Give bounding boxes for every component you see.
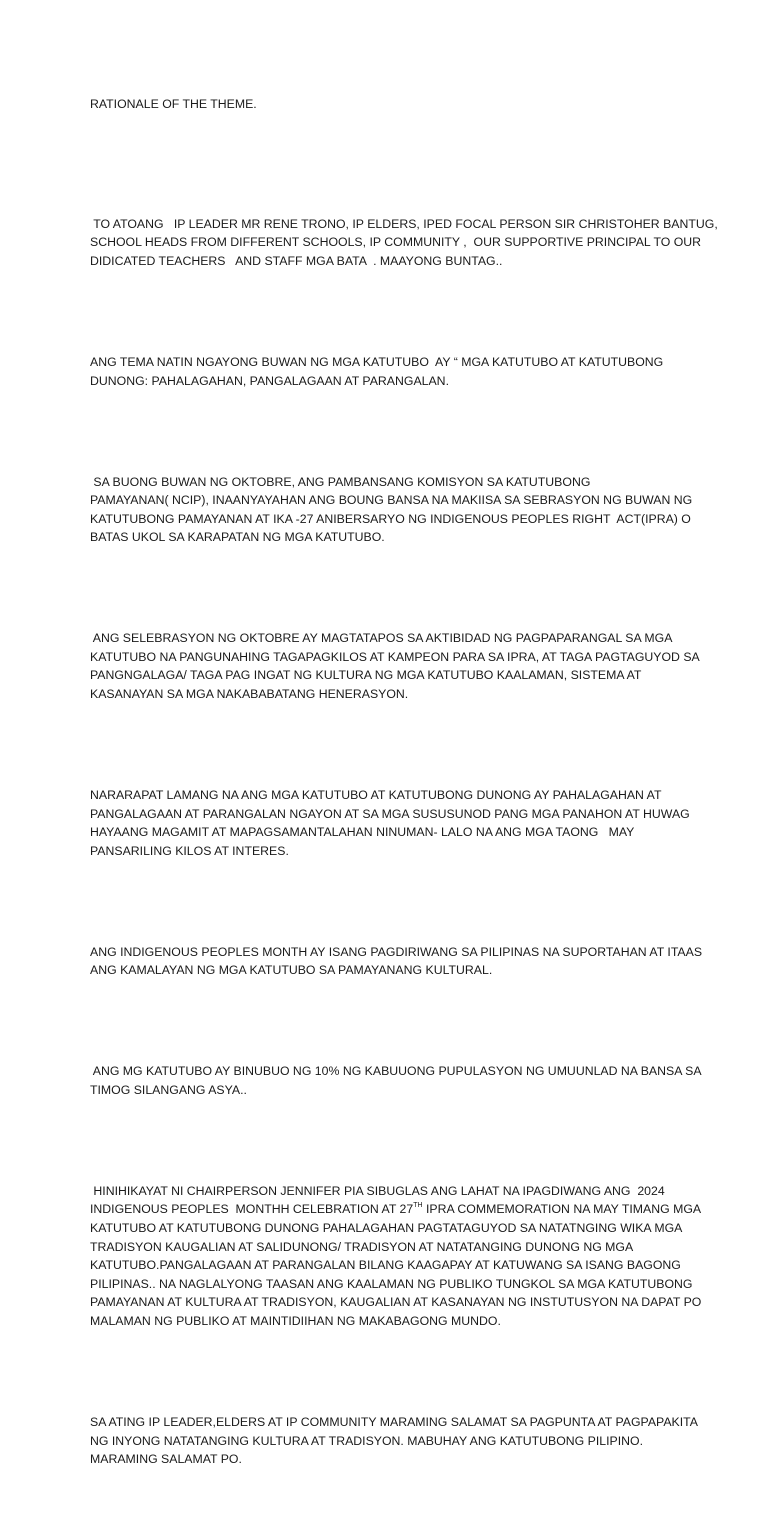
text-line: TRADISYON KAUGALIAN AT SALIDUNONG/ TRADISYON AT NATATANGING DUNONG NG MGA (90, 1239, 634, 1254)
text-line: KATUTUBO AT KATUTUBONG DUNONG PAHALAGAHAN PAGTATAGUYOD SA NATATNGING WIKA MGA (90, 1221, 683, 1236)
text-line: ANG KAMALAYAN NG MGA KATUTUBO SA PAMAYANANG KULTURAL. (90, 963, 493, 978)
text-line: PILIPINAS.. NA NAGLALYONG TAASAN ANG KAALAMAN NG PUBLIKO TUNGKOL SA MGA KATUTUBONG (90, 1276, 693, 1291)
text-line: TO ATOANG IP LEADER MR RENE TRONO, IP ELDERS, IPED FOCAL PERSON SIR CHRISTOHER BANTUG, (90, 216, 718, 231)
text-line: NARARAPAT LAMANG NA ANG MGA KATUTUBO AT KATUTUBONG DUNONG AY PAHALAGAHAN AT (90, 788, 662, 802)
text-line-with-superscript (90, 1200, 702, 1219)
document-title: RATIONALE OF THE THEME. (90, 97, 257, 111)
text-line: KATUTUBONG PAMAYANAN AT IKA -27 ANIBERSARYO NG INDIGENOUS PEOPLES RIGHT ACT(IPRA) O (90, 511, 691, 526)
text-line: PAMAYANAN AT KULTURA AT TRADISYON, KAUGALIAN AT KASANAYAN NG INSTUTUSYON NA DAPAT PO (90, 1295, 702, 1310)
closing-paragraph (90, 1376, 698, 1506)
text-segment: INDIGENOUS PEOPLES MONTHH CELEBRATION AT 27 (90, 1202, 414, 1217)
population-paragraph (90, 1025, 702, 1137)
text-line: KATUTUBO NA PANGUNAHING TAGAPAGKILOS AT KAMPEON PARA SA IPRA, AT TAGA PAGTAGUYOD SA (90, 649, 700, 664)
text-line: NG INYONG NATATANGING KULTURA AT TRADISYON. MABUHAY ANG KATUTUBONG PILIPINO. (90, 1433, 643, 1448)
text-line: ANG MG KATUTUBO AY BINUBUO NG 10% NG KABUUONG PUPULASYON NG UMUUNLAD NA BANSA SA (90, 1064, 702, 1079)
text-line: DIDICATED TEACHERS AND STAFF MGA BATA . MAAYONG BUNTAG.. (90, 253, 503, 268)
text-segment: IPRA COMMEMORATION NA MAY TIMANG MGA (422, 1202, 702, 1217)
text-line: ANG SELEBRASYON NG OKTOBRE AY MAGTATAPOS SA AKTIBIDAD NG PAGPAPARANGAL SA MGA (90, 631, 673, 646)
text-line: SA ATING IP LEADER,ELDERS AT IP COMMUNITY MARAMING SALAMAT SA PAGPUNTA AT PAGPAPAKITA (90, 1415, 698, 1429)
text-line: DUNONG: PAHALAGAHAN, PANGALAGAAN AT PARANGALAN. (90, 373, 449, 388)
text-line: MALAMAN NG PUBLIKO AT MAINTIDIIHAN NG MAKABAGONG MUNDO. (90, 1314, 501, 1329)
text-line: ANG INDIGENOUS PEOPLES MONTH AY ISANG PAGDIRIWANG SA PILIPINAS NA SUPORTAHAN AT ITAAS (90, 944, 703, 959)
text-line: KASANAYAN SA MGA NAKABABATANG HENERASYON. (90, 687, 409, 702)
preservation-paragraph (90, 749, 690, 898)
ordinal-superscript: TH (413, 1202, 423, 1210)
text-line: MARAMING SALAMAT PO. (90, 1452, 242, 1467)
celebration-paragraph (90, 592, 700, 741)
text-line: ANG TEMA NATIN NGAYONG BUWAN NG MGA KATUTUBO AY “ MGA KATUTUBO AT KATUTUBONG (90, 354, 664, 369)
text-line: PAMAYANAN( NCIP), INAANYAYAHAN ANG BOUNG BANSA NA MAKIISA SA SEBRASYON NG BUWAN NG (90, 493, 693, 508)
text-line: HAYAANG MAGAMIT AT MAPAGSAMANTALAHAN NINUMAN- LALO NA ANG MGA TAONG MAY (90, 825, 635, 840)
theme-paragraph (90, 316, 690, 428)
text-line: TIMOG SILANGANG ASYA.. (90, 1082, 247, 1097)
text-line: SCHOOL HEADS FROM DIFFERENT SCHOOLS, IP COMMUNITY , OUR SUPPORTIVE PRINCIPAL TO OUR (90, 235, 702, 250)
text-line: PANGALAGAAN AT PARANGALAN NGAYON AT SA MGA SUSUSUNOD PANG MGA PANAHON AT HUWAG (90, 806, 690, 821)
ncip-paragraph (90, 435, 693, 584)
text-line: HINIHIKAYAT NI CHAIRPERSON JENNIFER PIA SIBUGLAS ANG LAHAT NA IPAGDIWANG ANG 2024 (90, 1183, 665, 1198)
ip-month-paragraph (90, 906, 703, 1018)
text-line: PANGNGALAGA/ TAGA PAG INGAT NG KULTURA NG MGA KATUTUBO KAALAMAN, SISTEMA AT (90, 668, 642, 683)
text-line: SA BUONG BUWAN NG OKTOBRE, ANG PAMBANSANG KOMISYON SA KATUTUBONG (90, 474, 591, 489)
text-line: KATUTUBO.PANGALAGAAN AT PARANGALAN BILANG KAAGAPAY AT KATUWANG SA ISANG BAGONG (90, 1258, 681, 1273)
greeting-paragraph (90, 178, 718, 308)
chairperson-paragraph (90, 1145, 702, 1368)
text-line: BATAS UKOL SA KARAPATAN NG MGA KATUTUBO. (90, 530, 385, 545)
text-line: PANSARILING KILOS AT INTERES. (90, 843, 289, 858)
document-body (90, 95, 718, 1514)
